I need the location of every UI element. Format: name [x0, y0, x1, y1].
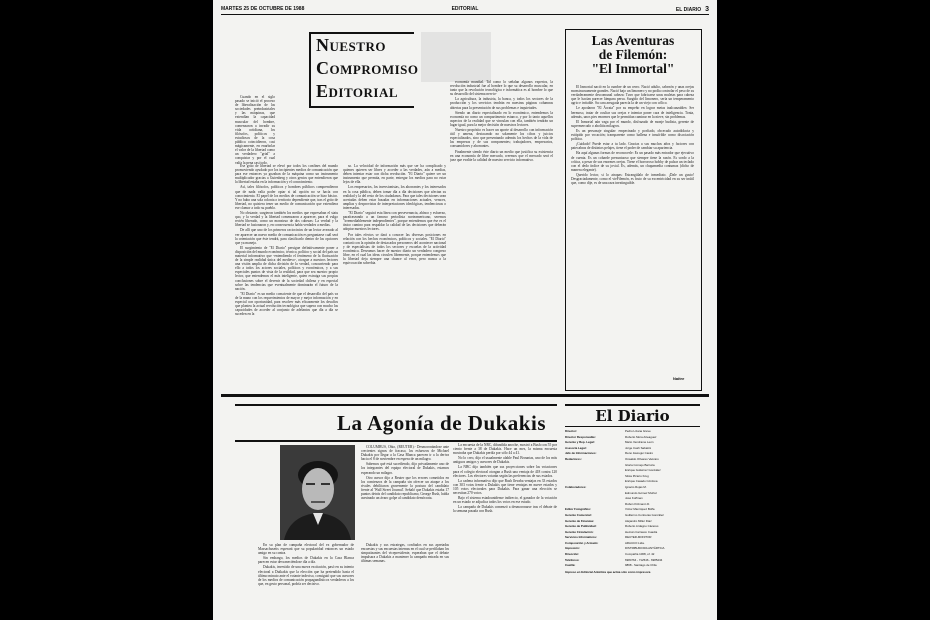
staff-name: José Koffman — [625, 496, 643, 501]
editorial-paragraph: De allí que uno de los primeros raciocinios de un lector avezado al ver aparecer un nuevo medio de comunicación es preguntarse cuál será la orientación que éste tendrá, para clasificarlo dentro de las opciones que ya maneja. — [235, 228, 338, 245]
dukakis-column-3 — [453, 443, 557, 615]
dukakis-paragraph: La NBC dijo también que sus proyecciones sobre las votaciones para el colegio electoral otorgan a Bush una ventaja de 418 contra 120 electores. Los electores votarán según las preferencias de sus estados. — [453, 465, 557, 478]
staff-name: Pedro Lizana Greve — [625, 429, 651, 433]
editorial-paragraph: La agricultura, la industria, la banca, y todos los sectores de la producción y los servicios tendrán en nuestras páginas columnas abiertas para la presentación de sus problemas e inquietudes. — [450, 97, 553, 110]
staff-name: Edmundo Gómez Muñoz — [625, 490, 657, 495]
editorial-column-2 — [343, 164, 446, 389]
staff-role: Jefe de Informaciones: — [565, 451, 597, 456]
staff-name: Jorge Cash Sabatini — [625, 445, 652, 450]
staff-name: Silvia Pizarro Krug — [625, 473, 649, 478]
staff-name: Rubén Kitzmann D. — [625, 501, 651, 506]
staff-role: Colaboradores: — [565, 484, 587, 489]
filemon-title-line: de Filemón: — [598, 47, 668, 62]
editorial-paragraph: economía mundial. Tal como lo señalan algunos expertos, la revolución industrial fue al hombre lo que su desarrollo muscular, en tanto que la revolución tecnológica e informática es al hombre lo que su desarrollo del sistema nervio- — [450, 80, 553, 97]
portrait-image — [280, 445, 355, 540]
dukakis-paragraph: COLUMBUS, Ohio, (REUTER).- Desmoronándose ante crecientes signos de fracaso, los esfuerzos de Michael Dukakis por llegar a la Casa Blanca parecen ir a la deriva hacia el 8 de noviembre en espera de un milagro. — [361, 445, 449, 462]
masthead-logo: El Diario — [565, 404, 700, 427]
staff-name: Roberto Mora Arteaguez — [625, 434, 657, 439]
staff-name: Oswaldo Olivares Vaccaro — [625, 456, 659, 461]
staff-role: Director: — [565, 429, 578, 433]
staff-name: Mario Vendrame León — [625, 440, 654, 445]
staff-role: Gerente Circulación: — [565, 529, 594, 534]
editorial-paragraph: Cuando en el siglo pasado se inició el proceso de liberalización de las sociedades preindustriales y las máquinas, que extendían la capacidad muscular del hombre, comenzaron a invadir su vida cotidiana, los filósofos, políticos y estudiosos de la cosa pública coincidieron, casi mágicamente, en enarbolar el valor de la libertad como un verdadero "grial" a conquistar y por el cual valía la pena casi todo. — [235, 95, 275, 165]
header-date: MARTES 25 DE OCTUBRE DE 1988 — [221, 6, 305, 12]
staff-list — [565, 429, 700, 574]
dukakis-paragraph: Dukakis y sus estrategas, confiados en sus apretadas encuestas y sus encuestas internas en el cual se perfilaban los simpatizantes del vicepresidente, esperaban que el debate impulsara a Dukakis a mantener la campaña entrada en sus últimas semanas. — [361, 543, 449, 564]
filemon-paragraph: ¡Cuidado! Puede estar a tu lado. Gracias a sus muchos años y factores con patecabras de distintos pelajes, tiene el poder de cambiar su apariencia. — [571, 142, 694, 151]
staff-name: DISTRIBUIDORA ANTÁRTICA — [625, 546, 665, 551]
filemon-title — [571, 34, 695, 76]
dukakis-paragraph: La campaña de Dukakis comenzó a desmoronarse tras el debate de la semana pasada con Bush. — [453, 505, 557, 514]
editorial-paragraph: No obstante, surgieron también los medios que expresaban el statu quo, y la verdad y la libertad comenzaron a aparecer, para el vulgo recién liberado, como un monstruo de dos cabezas: La verdad y la libertad se fusionaron y, en consecuencia había verdades a medias. — [235, 211, 338, 228]
staff-name: Ignacio Rojas M. — [625, 484, 647, 489]
staff-role: Dirección: — [565, 552, 580, 557]
staff-role: Impresión: — [565, 546, 580, 551]
filemon-paragraph: Es un personaje singular: empecinado y porfiado, obcecado autodidacta y estúpido por vocación; transparente como ballena e insufrible como disociación política. — [571, 128, 694, 142]
newspaper-page — [213, 0, 717, 620]
editorial-paragraph: Nuestro propósito es hacer un aporte al desarrollo con información útil y amena, destacando no solamente los cifras y juicios especializados, sino que presentando además los hechos de la vida de las empresas y de sus componentes; trabajadores, empresarios, consumidores y ahorrantes. — [450, 128, 553, 149]
filemon-paragraph: El Inmortal nació en la cumbre de un cerro. Nació adulto, cabezón y unas orejas monstruosamente grandes. Nació bajo un limonero y no podía controlar el peso de su verdaderamente descomunal cabeza: Tuvo que fabricarse unas muletas para cabeza que le hacían parecer lámpara persa. Surgido del limonero, sería un temperamento agrio e irritable. Su cara arrugada parecía la de un viejo con cólico. — [571, 85, 694, 106]
staff-role: Director Responsable: — [565, 434, 596, 439]
dukakis-column-1 — [258, 543, 354, 615]
filemon-paragraph: Ha aquí algunas formas de reconocerle: Es un pasado más entrador que ejecutivo de cuenta. Es un cobarde presuntuoso que siempre tiene la razón. Es sordo a la crítica, a pesar de sus enormes orejas. Tiene el horroroso hobby de pulsar un teclado con el dedo índice de su jovial. Es, además, un chupamedia contumaz (dicho de manera elegante). — [571, 151, 694, 172]
dukakis-paragraph: Dukakis, investido de una nueva excitación, pasó en su intento electoral a Duikakis que la elección que ha pretendido hasta el último minuto ante el votante indeciso, consiguió que sus asesores de los medios de comunicación propagandísticos verdaderos a los que, en gesto personal, podría ser decisivo. — [258, 565, 354, 586]
page-header — [221, 4, 709, 14]
filemon-paragraph: El Inmortal aún vaga por el mundo, disfrazado de monje budista, gerente de supermercado o abolitia milagros. — [571, 119, 694, 128]
editorial-paragraph: "El Diario" seguirá esta línea con perseverancia, ahínco y esfuerzo, parafraseando a un famoso periodista norteamericano, seremos "irremediablemente independientes", porque entendemos que ése es el único camino para respaldar la calidad de las decisiones que deberán adoptar nuestros lectores. — [343, 211, 446, 232]
filemon-paragraph: Le apodaron "El Ácrata" por su empeño en lograr metas inalcanzables: Ser hermoso, tratar de ocultar sus orejas e intentar poner cara de inteligencia. Tonia, además, unos pies enormes que le permitían caminar en la nieve, sin problemas. — [571, 106, 694, 119]
header-paper — [676, 6, 709, 13]
dukakis-paragraph: La encuesta de la NBC, difundida anoche, mostró a Bush con 55 por ciento frente a 38 de Dukakis. Hace un mes, la misma encuesta mostraba que Dukakis perdía por sólo 44 a 41. — [453, 443, 557, 456]
staff-name: Enrique Gutiérrez González — [625, 468, 661, 473]
dukakis-paragraph: Sabemos qué está sucediendo, dijo privadamente uno de los integrantes del equipo electoral de Dukakis, estamos esperando un milagro. — [361, 462, 449, 475]
masthead-footer: Impreso en Editorial Antártica que actúa sólo como impresora — [565, 569, 651, 574]
filemon-signature: Naitre — [673, 376, 685, 381]
staff-name: ARAUCO Ltda. — [625, 540, 645, 545]
dukakis-paragraph: No lo creo, dijo el usualmente afable Paul Brountas, uno de los más antiguos amigos y asesores de Dukakis. — [453, 456, 557, 465]
staff-role: Gerente Comercial: — [565, 512, 592, 517]
staff-name: Alejandro Miller Díaz — [625, 518, 652, 523]
section-divider — [221, 394, 709, 397]
editorial-column-3 — [450, 80, 553, 389]
staff-role: Teléfonos: — [565, 557, 580, 562]
staff-name: Guillermo Contreras González — [625, 512, 664, 517]
dukakis-paragraph: La cadena informativa dijo que Bush llevaba ventajas en 33 estados con 303 votos frente a Dukakis que tiene ventajas en nueve estados y 105 votos electorales para Dukakis. Para ganar una elección se necesitan 270 votos. — [453, 478, 557, 496]
editorial-paragraph: Finalmente siendo éste diario un medio que justifica su existencia en una economía de libre mercado, creemos que el mercado será el juez que evalúe la calidad de nuestro servicio informativo. — [450, 149, 553, 162]
staff-name: 6984764 - 712546 - 6985234 — [625, 557, 663, 562]
staff-name: Enrique Casado Córdova — [625, 479, 658, 484]
editorial-paragraph: Así, tales filósofos, políticos y hombres públicos comprendieron que de nada valía poder optar si tal opción no se hacía con conocimiento. El papel de los medios de comunicación se hizo básico. Y no hubo una sola colonia o territorio dependiente que, tras el grito de libertad, no quisiera tener un medio de comunicación que extendiera ese clamor a todo su pueblo. — [235, 185, 338, 210]
masthead-box — [565, 404, 700, 620]
editorial-column-1 — [235, 164, 338, 389]
editorial-paragraph: El surgimiento de "El Diario" persigue definitivamente poner a disposición del mundo económico, técnico, político y social del país un material informativo que -entendiendo el fenómeno de la fluctuación de la simple realidad única del medievo-, otorgue a nuestros lectores una visión amplia de dicha división de la verdad, concurriendo para ello a todos los actores sociales, políticos y económicos, y a sus especiales puntos de vista de la realidad, para que sea nuestro propio lector, que entendemos el más inteligente, quien extraiga sus propias conclusiones sobre el devenir de la sociedad chilena y en especial sobre las tendencias que eventualmente dominarán el futuro de la nación. — [235, 245, 338, 291]
header-paper-name: EL DIARIO — [675, 7, 702, 13]
editorial-paragraph: "El Diario" es un medio consciente de que el desarrollo del país va de la mano con los requerimientos de mayor y mejor información y en especial con oportunidad, para resolver más eficazmente los desafíos que plantea la actual revolución tecnológica que supera con mucho las capacidades de acceder al conjunto de adelantos que día a día se suceden en la — [235, 291, 338, 317]
editorial-paragraph: Siendo un diario especializado en lo económico, entendemos la economía no como un compartimento estanco, y por lo tanto aquellos aspectos de la realidad que se vinculan con ella, también tendrán un lugar igual, para la mejor decisión de nuestros lectores. — [450, 110, 553, 127]
staff-name: Hernán Carrasco Cuadra — [625, 529, 658, 534]
staff-role: Asesoría Legal: — [565, 445, 587, 450]
dukakis-column-2 — [361, 543, 449, 615]
staff-role: Gerente de Publicidad: — [565, 524, 597, 529]
dukakis-paragraph: Bajo el sistema estadounidense indirecto, el ganador de la votación en un estado se adjudica todos los votos en ese estado. — [453, 496, 557, 505]
staff-role: Redactores: — [565, 456, 582, 461]
editorial-paragraph: Los empresarios, los inversionistas, los ahorrantes y los interesados en la cosa pública, deben tomar día a día decisiones que afectan su realidad y la del resto de los ciudadanos. Para que tales decisiones sean acertadas deben estar basadas en informaciones actuales, veraces, amplias y desprovistas de interpretaciones ideológicas, tendenciosas o interesadas. — [343, 185, 446, 210]
editorial-paragraph: Ese grito de libertad se elevó por todos los confines del mundo promoviendo ayudado por los incipientes medios de comunicación que para ese entonces ya gozaban de la máquina como un instrumento multiplicador gracias a Gutenberg y otros genios que entendieron que la libertad estaba en la información y el conocimiento. — [235, 164, 338, 185]
staff-name: Víctor Manríquez Boffa — [625, 507, 655, 512]
staff-row — [565, 563, 700, 569]
editorial-paragraph: Por tales efectos se dará a conocer las diversas posiciones en relación con los hechos económicos, políticos y sociales. "El Diario" contará con la opinión de destacados personeros del acontecer nacional y de especialistas de todos los sectores y escuelas de la actividad económica. Deseamos hacer de nuestro diario un verdadero congreso libre, en el cual las ideas circulen libremente, porque entendemos que la libertad deja siempre una chance al error, pero nunca a la equivocación soberbia. — [343, 232, 446, 266]
staff-role: Composición y Armado: — [565, 540, 599, 545]
filemon-title-line: "El Inmortal" — [591, 61, 675, 76]
dukakis-title: La Agonía de Dukakis — [337, 411, 546, 435]
staff-name: Gloria Cornejo Barruza — [625, 462, 655, 467]
staff-role: Gerente de Finanzas: — [565, 518, 595, 523]
editorial-title-line: Editorial — [316, 81, 399, 101]
editorial-intro — [235, 95, 275, 165]
dukakis-photo — [280, 445, 355, 540]
dukakis-paragraph: En su plan de campaña electoral del ex gobernador de Massachusetts esperará que su popularidad entonces un estado amigo en su contra. — [258, 543, 354, 556]
filemon-paragraph: Querido lector, si lo atrapas: Estrangúlalo de inmediato. ¡Dale un gusto! Desgraciadamente, como el vieFilemón, es fruto de su excentricidad en su ser inútil que, como dije, es de una raza inextinguible. — [571, 172, 694, 186]
staff-name: Roberto Ardagno Cáceres — [625, 524, 659, 529]
header-rule — [221, 14, 709, 15]
header-section: EDITORIAL — [451, 6, 479, 12]
editorial-title-line: Nuestro — [316, 35, 386, 55]
staff-role: Gerente y Rep. Legal: — [565, 440, 595, 445]
editorial-title-line: Compromiso — [316, 58, 419, 78]
dukakis-lead — [361, 445, 449, 540]
staff-name: REUTER-MONITOR — [625, 535, 652, 540]
filemon-title-line: Las Aventuras — [591, 33, 675, 48]
staff-name: 9868 - Santiago de Chile — [625, 563, 657, 568]
staff-name: René Jáuregui Castro — [625, 451, 654, 456]
editorial-paragraph: so. La velocidad de información más que ser ha complicado y quienes quieren ser libres y acceder a las verdades, aún a medias, deben intentar estar con dicha revolución. "El Diario" quiere ser un instrumento que permita, en parte, entregar los medios para no estar lejos de ella. — [343, 164, 446, 185]
staff-role: Editor Fotográfico: — [565, 507, 592, 512]
filemon-text — [571, 85, 694, 373]
staff-name: Compañía 1068, of. 42 — [625, 552, 655, 557]
page-number: 3 — [705, 6, 709, 13]
staff-role: Casilla: — [565, 563, 576, 568]
staff-role: Servicios Informativos: — [565, 535, 597, 540]
dukakis-paragraph: Otro asesor dijo a Reuter que los errores cometidos en los comienzos de la campaña sin ofrecer un ataque a los rivales debilitaron gravemente la postura del candidato frente al 'Wall Street Journal'. Señaló que Dukakis estaba 17 puntos detrás del candidato republicano, George Bush, habla asesinado un ávaro golpe al candidato demócrata. — [361, 475, 449, 501]
dukakis-paragraph: Sin embargo, los medios de Dukakis en la Casa Blanca parecen estar desvaneciéndose día a día. — [258, 556, 354, 565]
